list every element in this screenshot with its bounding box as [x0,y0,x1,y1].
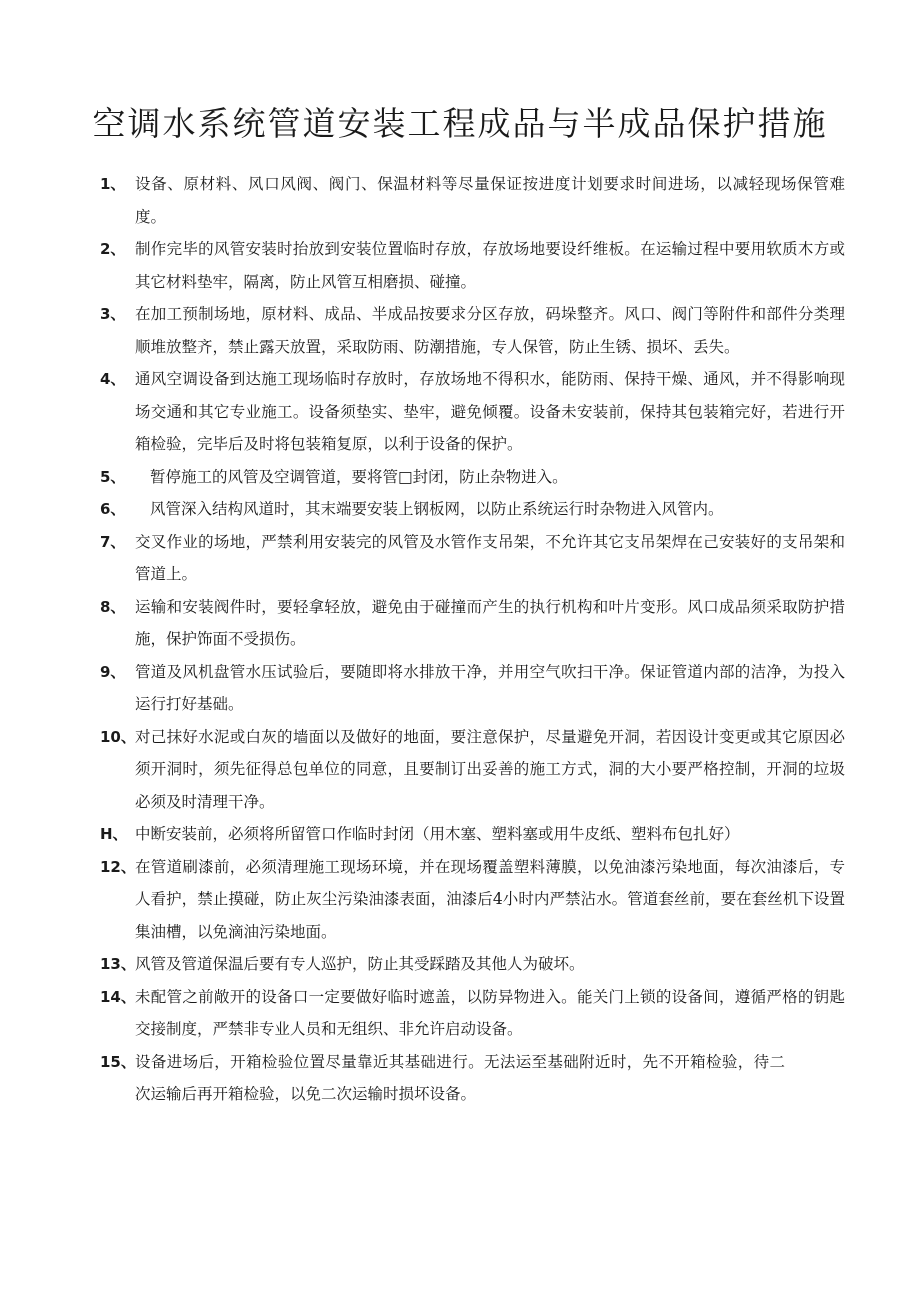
list-item [100,461,845,494]
page-title: 空调水系统管道安装工程成品与半成品保护措施 [92,104,828,143]
item-text: 通风空调设备到达施工现场临时存放时，存放场地不得积水，能防雨、保持干燥、通风，并不得影响现场交通和其它专业施工。设备须垫实、垫牢，避免倾覆。设备未安装前，保持其包装箱完好，若进行开箱检验，完毕后及时将包装箱复原，以利于设备的保护。 [135,370,845,453]
item-number: 13、 [100,955,136,973]
item-number: 2、 [100,240,126,258]
list-item [100,656,845,721]
item-text: 设备进场后，开箱检验位置尽量靠近其基础进行。无法运至基础附近时，先不开箱检验，待二次运输后再开箱检验，以免二次运输时损坏设备。 [135,1052,785,1103]
list-item [100,526,845,591]
item-text: 设备、原材料、风口风阀、阀门、保温材料等尽量保证按进度计划要求时间进场，以减轻现场保管难度。 [135,175,845,226]
item-number: 6、 [100,500,126,518]
item-text: 风管深入结构风道时，其末端要安装上钢板网，以防止系统运行时杂物进入风管内。 [150,500,724,518]
list-item [100,851,845,949]
list-item [100,233,845,298]
list-item [100,168,845,233]
item-text: 未配管之前敞开的设备口一定要做好临时遮盖，以防异物进入。能关门上锁的设备间，遵循严格的钥匙交接制度，严禁非专业人员和无组织、非允许启动设备。 [135,987,845,1038]
item-number: 10、 [100,727,136,746]
item-text: 风管及管道保温后要有专人巡护，防止其受踩踏及其他人为破坏。 [135,955,585,973]
list-item [100,948,845,981]
list-item [100,721,845,819]
item-number: H、 [100,825,128,843]
measures-list [100,168,845,1111]
list-item [100,1046,845,1111]
item-number: 4、 [100,370,126,388]
item-number: 7、 [100,532,126,551]
item-text: 交叉作业的场地，严禁利用安装完的风管及水管作支吊架，不允许其它支吊架焊在己安装好的支吊架和管道上。 [135,532,845,583]
item-text: 暂停施工的风管及空调管道，要将管□封闭，防止杂物进入。 [150,467,568,486]
item-text: 制作完毕的风管安装时抬放到安装位置临时存放，存放场地要设纤维板。在运输过程中要用软质木方或其它材料垫牢，隔离，防止风管互相磨损、碰撞。 [135,240,845,291]
item-text: 管道及风机盘管水压试验后，要随即将水排放干净，并用空气吹扫干净。保证管道内部的洁净，为投入运行打好基础。 [135,662,845,713]
list-item [100,591,845,656]
item-number: 15、 [100,1052,136,1071]
list-item [100,298,845,363]
item-number: 1、 [100,175,126,193]
item-number: 3、 [100,305,126,323]
list-item [100,981,845,1046]
list-item [100,493,845,526]
list-item [100,363,845,461]
item-number: 12、 [100,857,136,876]
item-text: 运输和安装阀件时，要轻拿轻放，避免由于碰撞而产生的执行机构和叶片变形。风口成品须采取防护措施，保护饰面不受损伤。 [135,597,845,648]
item-text: 在管道刷漆前，必须清理施工现场环境，并在现场覆盖塑料薄膜，以免油漆污染地面，每次油漆后，专人看护，禁止摸碰，防止灰尘污染油漆表面，油漆后4小时内严禁沾水。管道套丝前，要在套丝机下设置集油槽，以免滴油污染地面。 [135,857,845,941]
item-number: 8、 [100,597,126,616]
item-text: 对己抹好水泥或白灰的墙面以及做好的地面，要注意保护，尽量避免开洞，若因设计变更或其它原因必须开洞时，须先征得总包单位的同意，且要制订出妥善的施工方式，洞的大小要严格控制，开洞的垃圾必须及时清理干净。 [135,727,845,811]
item-number: 5、 [100,467,126,486]
item-number: 14、 [100,987,136,1006]
item-text: 中断安装前，必须将所留管口作临时封闭（用木塞、塑料塞或用牛皮纸、塑料布包扎好） [135,825,740,843]
list-item [100,818,845,851]
item-number: 9、 [100,662,126,681]
item-text: 在加工预制场地，原材料、成品、半成品按要求分区存放，码垛整齐。风口、阀门等附件和部件分类理顺堆放整齐，禁止露天放置，采取防雨、防潮措施，专人保管，防止生锈、损坏、丢失。 [135,305,845,356]
